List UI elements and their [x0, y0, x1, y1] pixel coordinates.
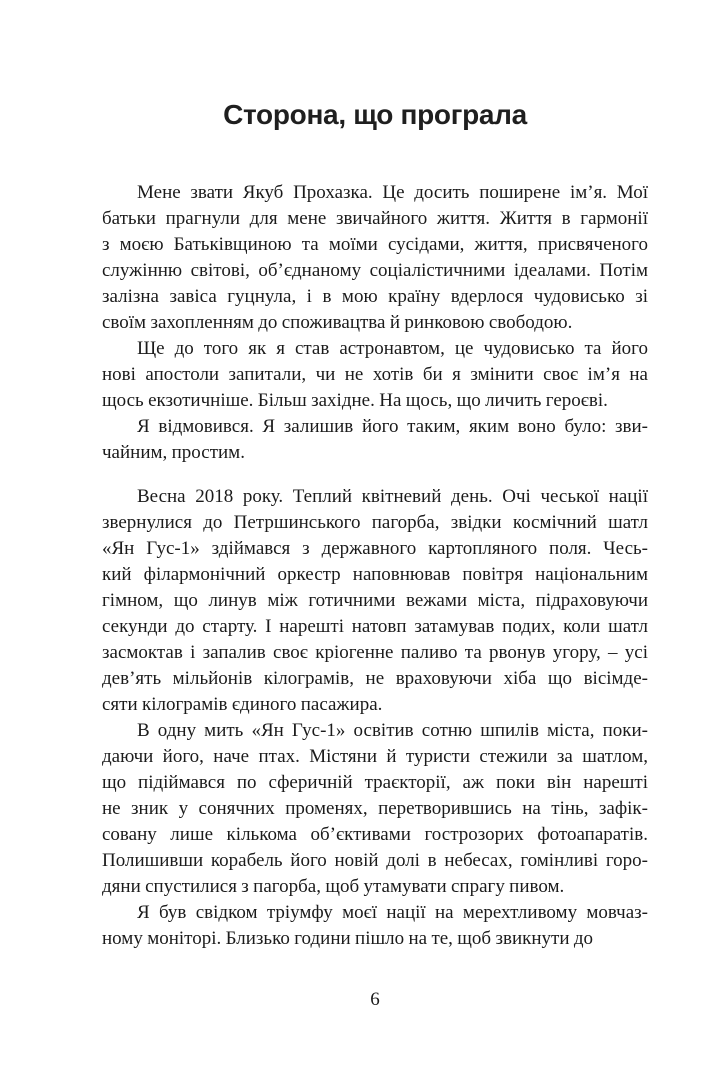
paragraph [102, 414, 648, 466]
text-line: Весна 2018 року. Теплий квітневий день. Очі чеської нації [137, 486, 648, 507]
text-line: сяти кілограмів єдиного пасажира. [102, 694, 383, 715]
text-line: засмоктав і запалив своє кріогенне паливо та рвонув угору, – усі [102, 642, 648, 663]
paragraph [102, 900, 648, 952]
paragraph [102, 336, 648, 414]
text-line: батьки прагнули для мене звичайного життя. Життя в гармонії [102, 208, 648, 229]
paragraph [102, 484, 648, 718]
text-line: служінню світові, об’єднаному соціалістичними ідеалами. Потім [102, 260, 648, 281]
text-line: совану лише кількома об’єктивами гострозорих фотоапаратів. [102, 824, 648, 845]
paragraph [102, 180, 648, 336]
paragraph [102, 718, 648, 900]
text-line: чайним, простим. [102, 442, 245, 463]
text-line: гімном, що линув між готичними вежами міста, підраховуючи [102, 590, 648, 611]
text-line: кий філармонічний оркестр наповнював повітря національним [102, 564, 648, 585]
page-number: 6 [370, 989, 380, 1010]
text-line: В одну мить «Ян Гус-1» освітив сотню шпилів міста, поки- [137, 720, 648, 741]
text-line: що підіймався по сферичній траєкторії, аж поки він нарешті [102, 772, 648, 793]
text-line: дяни спустилися з пагорба, щоб утамувати спрагу пивом. [102, 876, 565, 897]
text-line: секунди до старту. І нарешті натовп затамував подих, коли шатл [102, 616, 648, 637]
text-line: нові апостоли запитали, чи не хотів би я змінити своє ім’я на [102, 364, 648, 385]
text-line: звернулися до Петршинського пагорба, звідки космічний шатл [102, 512, 648, 533]
text-line: ному моніторі. Близько години пішло на те, щоб звикнути до [102, 928, 594, 949]
body-text [102, 180, 648, 952]
text-line: щось екзотичніше. Більш західне. На щось, що личить героєві. [102, 390, 608, 411]
text-line: дев’ять мільйонів кілограмів, не враховуючи хіба що вісімде- [102, 668, 648, 689]
text-line: Мене звати Якуб Прохазка. Це досить поширене ім’я. Мої [137, 182, 648, 203]
text-line: Я був свідком тріумфу моєї нації на мерехтливому мовчаз- [137, 902, 648, 923]
text-line: Ще до того як я став астронавтом, це чудовисько та його [137, 338, 648, 359]
text-line: даючи його, наче птах. Містяни й туристи стежили за шатлом, [102, 746, 648, 767]
text-line: своїм захопленням до споживацтва й ринковою свободою. [102, 312, 573, 333]
text-line: не зник у сонячних променях, перетворившись на тінь, зафік- [102, 798, 648, 819]
text-line: Я відмовився. Я залишив його таким, яким воно було: зви- [137, 416, 648, 437]
text-line: залізна завіса гуцнула, і в мою країну вдерлося чудовисько зі [102, 286, 648, 307]
text-line: «Ян Гус-1» здіймався з державного картопляного поля. Чесь- [102, 538, 648, 559]
text-line: Полишивши корабель його новій долі в небесах, гомінливі горо- [102, 850, 648, 871]
chapter-title: Сторона, що програла [223, 99, 527, 130]
text-line: з моєю Батьківщиною та моїми сусідами, життя, присвяченого [102, 234, 648, 255]
